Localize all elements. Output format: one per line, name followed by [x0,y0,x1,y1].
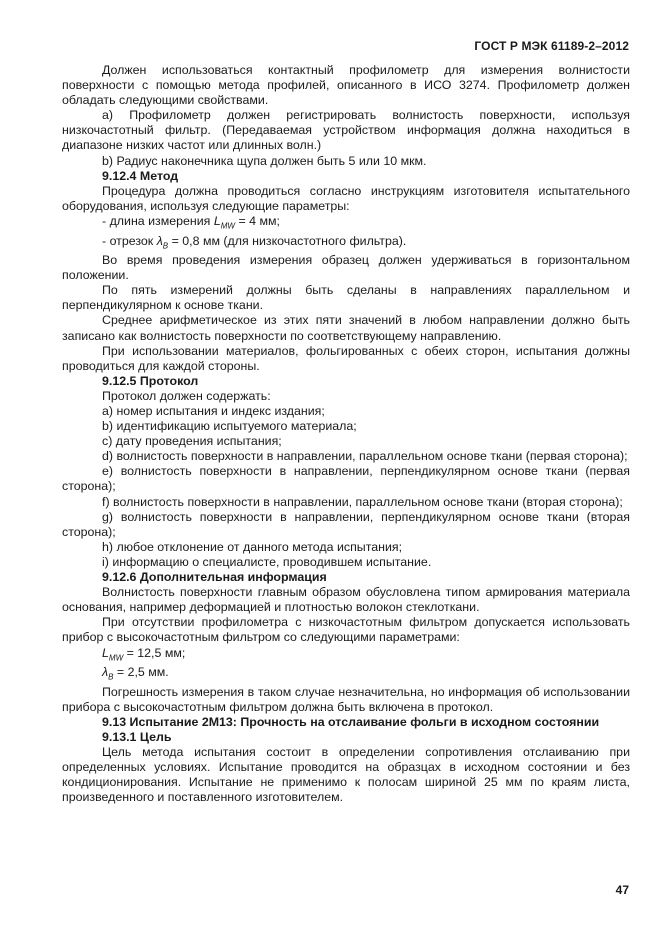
symbol-l-mw [102,646,123,660]
symbol-lambda-b [102,665,114,682]
method-paragraph-1: Процедура должна проводиться согласно инструкциям изготовителя испытательного оборудования, используя следующие параметры: [62,183,630,213]
param-value: = 4 мм; [238,213,280,228]
method-param-length [62,214,630,234]
additional-paragraph-2: При отсутствии профилометра с низкочастотным фильтром допускается использовать прибор с высокочастотным фильтром со следующими параметрами: [62,615,630,645]
method-paragraph-4: Среднее арифметическое из этих пяти значений в любом направлении должно быть записано как волнистость поверхности по соответствующему направлению. [62,313,630,343]
protocol-item: d) волнистость поверхности в направлении, параллельном основе ткани (первая сторона); [102,449,628,464]
symbol-subscript: B [162,240,169,250]
protocol-item: f) волнистость поверхности в направлении, параллельном основе ткани (вторая сторона); [102,494,623,509]
method-paragraph-5: При использовании материалов, фольгированных с обеих сторон, испытания должны проводиться для каждой стороны. [62,343,630,373]
additional-info-heading: 9.12.6 Дополнительная информация [102,570,327,585]
page-content [62,63,630,805]
method-param-cutoff [62,234,630,254]
protocol-item: c) дату проведения испытания; [102,434,282,449]
page-number: 47 [615,883,629,897]
purpose-paragraph: Цель метода испытания состоит в определении сопротивления отслаиванию при определенных условиях. Испытание проводится на образцах в исходном состоянии и без кондиционирования. Испытание не применимо к полосам шириной 25 мм по краям листа, произведенного и поставленного изготовителем. [62,745,630,805]
protocol-item: a) номер испытания и индекс издания; [102,404,325,418]
protocol-intro: Протокол должен содержать: [102,388,271,403]
additional-paragraph-3: Погрешность измерения в таком случае незначительна, но информация об использовании прибора с высокочастотным фильтром должна быть включена в протокол. [62,684,630,714]
protocol-heading: 9.12.5 Протокол [102,373,199,388]
protocol-item: b) идентификацию испытуемого материала; [102,419,357,434]
intro-paragraph: Должен использоваться контактный профилометр для измерения волнистости поверхности с помощью метода профилей, описанного в ИСО 3274. Профилометр должен обладать следующими свойствами. [62,63,630,108]
symbol-letter: L [102,645,109,660]
symbol-subscript: MW [108,652,124,662]
protocol-item: e) волнистость поверхности в направлении, перпендикулярном основе ткани (первая сторона); [62,464,630,494]
symbol-lambda-b [157,234,168,248]
symbol-subscript: MW [220,221,235,231]
protocol-item: h) любое отклонение от данного метода испытания; [102,539,403,554]
symbol-letter: L [213,213,221,228]
protocol-item: i) информацию о специалисте, проводившем испытание. [102,554,432,569]
symbol-l-mw [213,213,235,231]
method-paragraph-3: По пять измерений должны быть сделаны в направлениях параллельном и перпендикулярном к основе ткани. [62,283,630,313]
param-value: = 0,8 мм (для низкочастотного фильтра). [171,233,407,248]
symbol-letter: λ [156,233,163,248]
formula-l-mw [62,646,630,666]
symbol-letter: λ [102,665,109,680]
symbol-subscript: B [108,672,114,682]
method-paragraph-2: Во время проведения измерения образец должен удерживаться в горизонтальном положении. [62,253,630,283]
test-913-heading: 9.13 Испытание 2M13: Прочность на отслаивание фольги в исходном состоянии [102,714,600,729]
intro-item-b: b) Радиус наконечника щупа должен быть 5 или 10 мкм. [102,153,427,168]
standard-header: ГОСТ Р МЭК 61189-2–2012 [474,39,629,53]
protocol-item: g) волнистость поверхности в направлении, перпендикулярном основе ткани (вторая сторона); [62,509,630,539]
method-heading: 9.12.4 Метод [102,168,179,183]
param-label: - отрезок [102,233,154,248]
formula-lambda-b [62,665,630,685]
purpose-heading: 9.13.1 Цель [102,729,172,744]
param-label: - длина измерения [102,213,211,228]
formula-value: = 2,5 мм. [116,665,169,680]
additional-paragraph-1: Волнистость поверхности главным образом обусловлена типом армирования материала основания, например деформацией и плотностью волокон стеклоткани. [62,585,630,615]
intro-item-a: a) Профилометр должен регистрировать волнистость поверхности, используя низкочастотный фильтр. (Передаваемая устройством информация должна находиться в диапазоне низких частот или длинных волн.) [62,108,630,153]
formula-value: = 12,5 мм; [126,645,186,660]
